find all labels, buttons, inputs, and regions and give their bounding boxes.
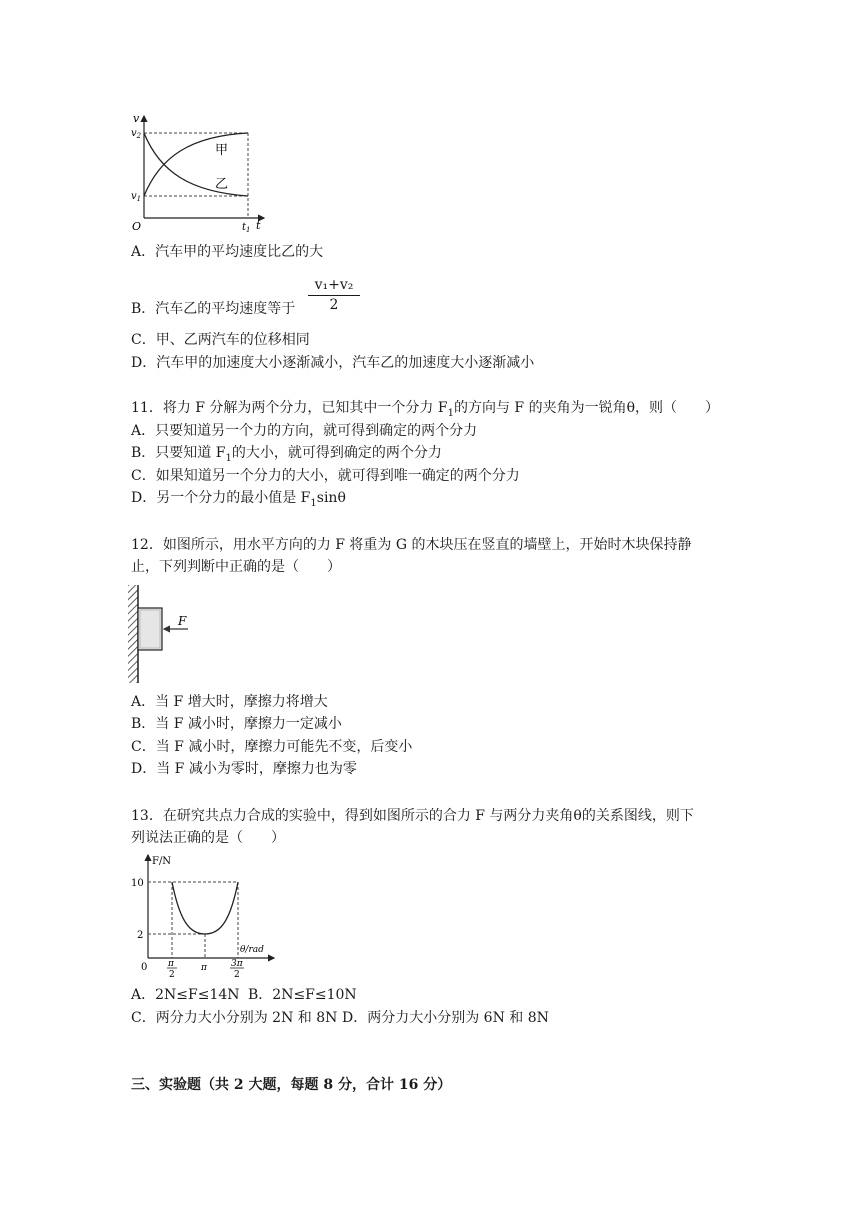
q12-stem-line2: 止，下列判断中正确的是（ ） — [131, 559, 341, 575]
q13-stem-line2: 列说法正确的是（ ） — [131, 830, 285, 846]
q13-option-c: C．两分力大小分别为 2N 和 8N — [131, 1010, 338, 1026]
q12-option-c: C．当 F 减小时，摩擦力可能先不变，后变小 — [131, 739, 413, 755]
x-tick-3pi-half-num: 3π — [231, 959, 243, 969]
x-axis-label: θ/rad — [240, 945, 264, 955]
y-axis-label: F/N — [152, 856, 172, 867]
svg-text:v1 — [131, 191, 141, 203]
svg-text:t1 — [242, 222, 251, 232]
fraction-numerator: v₁+v₂ — [308, 276, 360, 296]
section-3-heading: 三、实验题（共 2 大题，每题 8 分，合计 16 分） — [131, 1077, 452, 1093]
q12-option-a: A．当 F 增大时，摩擦力将增大 — [131, 694, 328, 710]
q10-option-a: A．汽车甲的平均速度比乙的大 — [131, 244, 324, 260]
y-tick-2: 2 — [137, 930, 144, 941]
curve-jia — [144, 133, 248, 196]
q11-option-b: B．只要知道 $F_1$的大小，就可得到确定的两个分力 — [131, 445, 442, 464]
q10-option-c: C．甲、乙两汽车的位移相同 — [131, 332, 310, 348]
tick-v1-sub: 1 — [136, 195, 142, 203]
q11-option-a: A．只要知道另一个力的方向，就可得到确定的两个分力 — [131, 423, 478, 439]
resultant-curve — [172, 882, 238, 934]
origin-label: 0 — [141, 962, 148, 973]
x-tick-pi-half-num: π — [168, 959, 174, 969]
x-tick-pi: π — [201, 963, 207, 973]
tick-v2: v — [131, 128, 137, 139]
tick-t1-sub: 1 — [246, 226, 251, 232]
force-angle-graph — [128, 852, 278, 982]
tick-t1: t — [242, 222, 247, 232]
q10-option-b: B．汽车乙的平均速度等于 — [131, 301, 296, 317]
wall — [128, 585, 138, 683]
label-jia: 甲 — [215, 143, 229, 158]
x-tick-3pi-half-den: 2 — [234, 970, 240, 980]
q13-option-d: D．两分力大小分别为 6N 和 8N — [342, 1010, 549, 1026]
origin-label: O — [132, 220, 142, 232]
q11-option-c: C．如果知道另一个分力的大小，就可得到唯一确定的两个分力 — [131, 468, 520, 484]
block — [138, 608, 162, 650]
wall-block-figure — [128, 585, 192, 685]
y-tick-10: 10 — [131, 878, 144, 889]
q10-option-b-fraction — [308, 276, 360, 314]
axis-v-label: v — [133, 112, 140, 125]
q13-option-a: A．2N≤F≤14N — [131, 987, 240, 1003]
tick-v1: v — [131, 191, 137, 202]
fraction-denominator: 2 — [329, 297, 339, 313]
x-tick-pi-half-den: 2 — [169, 970, 175, 980]
label-yi: 乙 — [215, 177, 229, 192]
q11-option-d: D．另一个分力的最小值是 $F_1\sin\theta$ — [131, 490, 346, 509]
q12-stem-line1: 12．如图所示，用水平方向的力 F 将重为 G 的木块压在竖直的墙壁上，开始时木块保持静 — [131, 537, 692, 553]
q11-stem: 11．将力 F 分解为两个分力，已知其中一个分力 $F_1$的方向与 F 的夹角为一锐角θ，则（ ） — [131, 400, 720, 419]
q10-option-d: D．汽车甲的加速度大小逐渐减小，汽车乙的加速度大小逐渐减小 — [131, 355, 535, 371]
q12-option-b: B．当 F 减小时，摩擦力一定减小 — [131, 716, 342, 732]
q13-stem-line1: 13．在研究共点力合成的实验中，得到如图所示的合力 F 与两分力夹角θ的关系图线，则下 — [131, 808, 694, 824]
vt-graph — [130, 112, 270, 232]
q13-option-b: B．2N≤F≤10N — [248, 987, 357, 1003]
q12-option-d: D．当 F 减小为零时，摩擦力也为零 — [131, 761, 357, 777]
force-label: F — [178, 614, 187, 628]
svg-text:v2 — [131, 128, 142, 140]
axis-t-label: t — [256, 219, 261, 232]
tick-v2-sub: 2 — [136, 132, 142, 140]
